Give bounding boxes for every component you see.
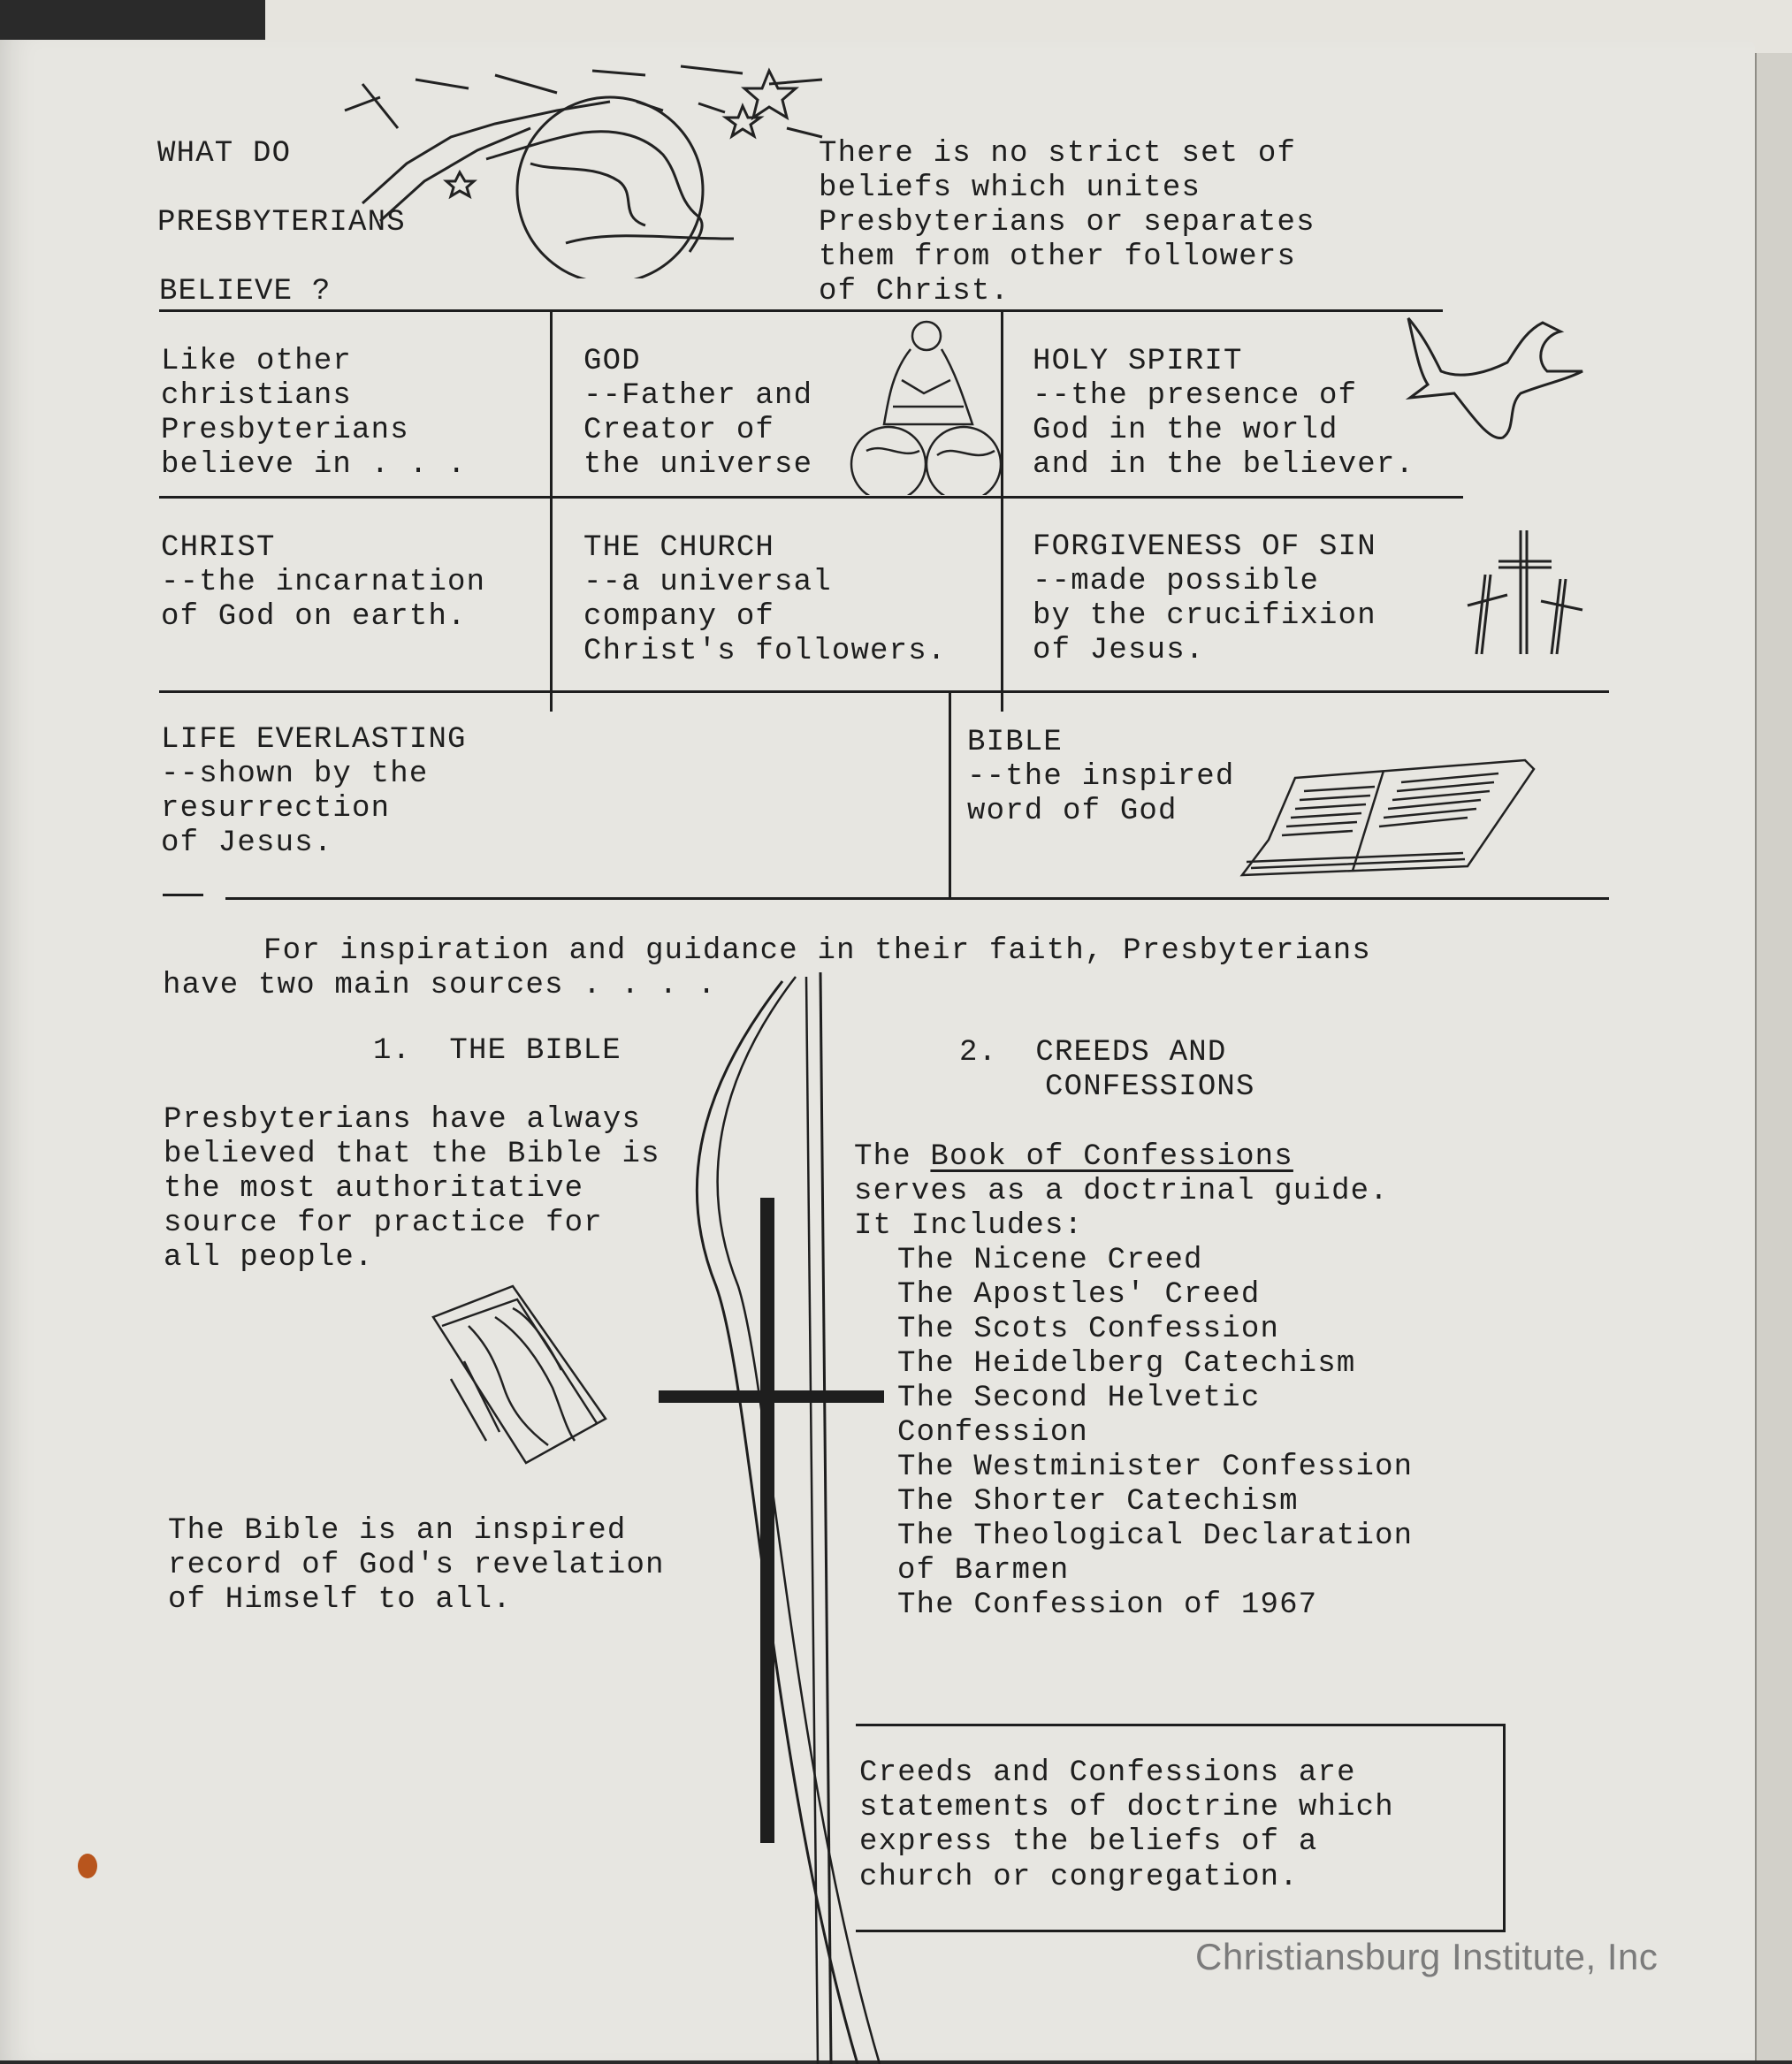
church-line: --a universal: [583, 566, 832, 599]
book-line: It Includes:: [854, 1209, 1084, 1243]
creeds-section-heading-2: CONFESSIONS: [1045, 1070, 1255, 1104]
bible-text-line: all people.: [164, 1241, 374, 1275]
dove-icon: [1401, 309, 1587, 451]
creeds-box-line: Creeds and Confessions are: [859, 1756, 1356, 1790]
rule-row-1: [159, 496, 1463, 499]
bible-record-line: The Bible is an inspired: [168, 1514, 627, 1548]
bible-line: --the inspired: [967, 760, 1235, 794]
creeds-box-line: statements of doctrine which: [859, 1791, 1394, 1824]
life-heading: LIFE EVERLASTING: [161, 723, 467, 757]
christ-line: of God on earth.: [161, 600, 467, 634]
list-item: The Confession of 1967: [897, 1588, 1318, 1622]
list-item: The Apostles' Creed: [897, 1278, 1261, 1312]
god-heading: GOD: [583, 345, 641, 378]
list-item: Confession: [897, 1416, 1089, 1450]
forgiveness-line: --made possible: [1033, 565, 1320, 598]
rule-row-2: [159, 690, 1609, 693]
lead-line: Presbyterians: [161, 414, 409, 447]
list-item: of Barmen: [897, 1554, 1070, 1588]
forgiveness-line: by the crucifixion: [1033, 599, 1376, 633]
creeds-box-line: church or congregation.: [859, 1861, 1299, 1894]
lead-line: believe in . . .: [161, 448, 467, 482]
bible-text-line: Presbyterians have always: [164, 1103, 642, 1137]
bible-text-line: believed that the Bible is: [164, 1138, 660, 1171]
bible-record-line: record of God's revelation: [168, 1549, 665, 1582]
life-line: of Jesus.: [161, 826, 333, 860]
intro-line: Presbyterians or separates: [819, 206, 1315, 240]
god-line: Creator of: [583, 414, 775, 447]
forgiveness-line: of Jesus.: [1033, 634, 1205, 667]
forgiveness-heading: FORGIVENESS OF SIN: [1033, 530, 1376, 564]
grid-divider: [550, 309, 553, 712]
list-item: The Second Helvetic: [897, 1382, 1261, 1415]
praying-hands-on-book-icon: [416, 1264, 632, 1481]
three-crosses-icon: [1463, 526, 1587, 659]
church-line: Christ's followers.: [583, 635, 947, 668]
title-line-2: PRESBYTERIANS: [157, 206, 406, 240]
lead-line: christians: [161, 379, 353, 413]
paper-stain: [78, 1854, 97, 1878]
list-item: The Nicene Creed: [897, 1244, 1203, 1277]
back-sheet-edge: [1755, 53, 1792, 2060]
church-heading: THE CHURCH: [583, 531, 775, 565]
open-bible-icon: [1233, 751, 1547, 880]
sources-intro-line: have two main sources . . . .: [163, 969, 717, 1002]
rule-dash: [163, 894, 203, 896]
intro-line: There is no strict set of: [819, 137, 1297, 171]
rule-header: [159, 309, 1443, 312]
watermark: Christiansburg Institute, Inc: [1195, 1936, 1659, 1977]
creeds-box-line: express the beliefs of a: [859, 1825, 1318, 1859]
seated-christ-on-globe-icon: [840, 309, 1008, 495]
church-line: company of: [583, 600, 775, 634]
holy-spirit-heading: HOLY SPIRIT: [1033, 345, 1243, 378]
list-item: The Heidelberg Catechism: [897, 1347, 1356, 1381]
life-line: resurrection: [161, 792, 391, 826]
intro-line: of Christ.: [819, 275, 1010, 308]
bible-text-line: the most authoritative: [164, 1172, 584, 1206]
god-line: --Father and: [583, 379, 813, 413]
list-item: The Scots Confession: [897, 1313, 1280, 1346]
bible-section-heading: 1. THE BIBLE: [373, 1034, 621, 1068]
bible-heading: BIBLE: [967, 726, 1064, 759]
document-page: [0, 40, 1755, 2060]
holy-spirit-line: and in the believer.: [1033, 448, 1415, 482]
lead-line: Like other: [161, 345, 353, 378]
god-line: the universe: [583, 448, 813, 482]
christ-heading: CHRIST: [161, 531, 276, 565]
book-line: [854, 1140, 1293, 1175]
rule-row-3: [225, 897, 1609, 900]
creeds-section-heading: 2. CREEDS AND: [959, 1036, 1227, 1070]
holy-spirit-line: God in the world: [1033, 414, 1338, 447]
intro-line: them from other followers: [819, 240, 1297, 274]
list-item: The Shorter Catechism: [897, 1485, 1299, 1519]
bible-text-line: source for practice for: [164, 1207, 603, 1240]
book-line: serves as a doctrinal guide.: [854, 1175, 1389, 1208]
life-line: --shown by the: [161, 758, 429, 791]
holy-spirit-line: --the presence of: [1033, 379, 1358, 413]
bible-line: word of God: [967, 795, 1178, 828]
title-line-1: WHAT DO: [157, 137, 292, 171]
sources-intro-line: For inspiration and guidance in their faith, Presbyterians: [263, 934, 1371, 968]
christ-line: --the incarnation: [161, 566, 486, 599]
bible-record-line: of Himself to all.: [168, 1583, 512, 1617]
grid-divider: [949, 690, 951, 899]
title-line-3: BELIEVE ?: [159, 275, 332, 308]
book-prefix: The: [854, 1140, 931, 1174]
list-item: The Westminister Confession: [897, 1451, 1414, 1484]
book-title: Book of Confessions: [930, 1140, 1293, 1174]
intro-line: beliefs which unites: [819, 171, 1201, 205]
list-item: The Theological Declaration: [897, 1519, 1414, 1553]
